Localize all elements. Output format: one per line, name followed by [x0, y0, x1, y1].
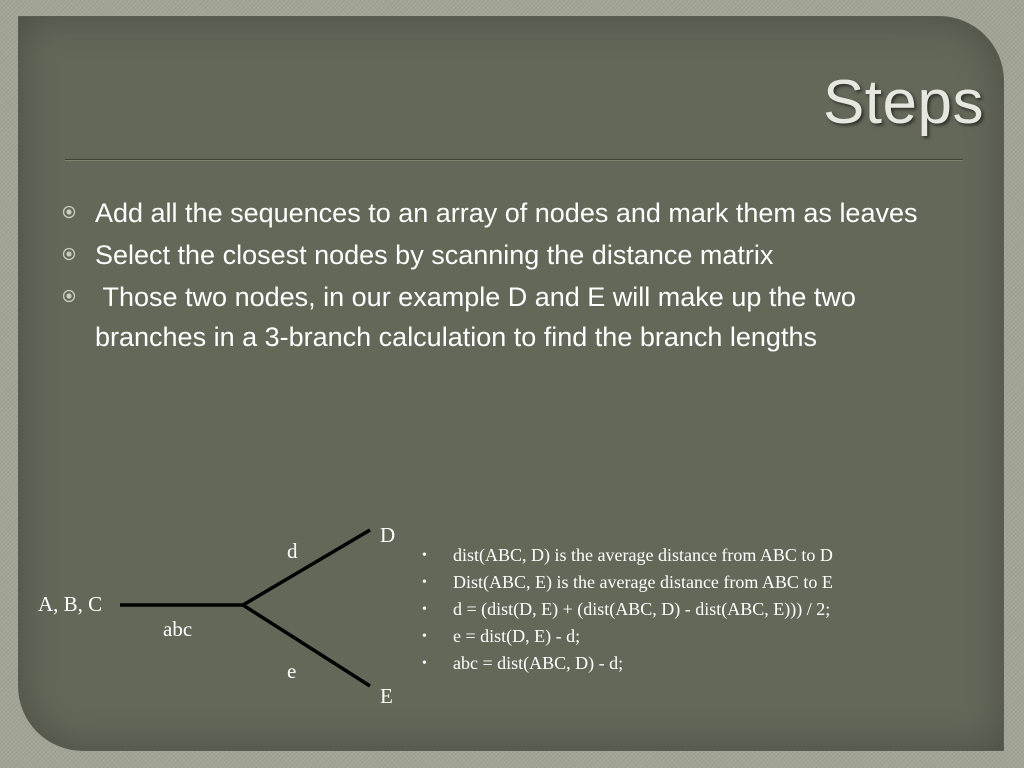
formula-item: [422, 569, 833, 596]
bullet-text: Add all the sequences to an array of nodes and mark them as leaves: [95, 198, 918, 228]
formula-item: [422, 542, 833, 569]
bullet-text: Select the closest nodes by scanning the distance matrix: [95, 240, 774, 270]
bullet-text: Those two nodes, in our example D and E will make up the two branches in a 3-branch calculation to find the branch lengths: [95, 282, 864, 352]
formula-item: [422, 650, 833, 677]
formula-text: abc = dist(ABC, D) - d;: [453, 653, 624, 673]
formula-text: dist(ABC, D) is the average distance from ABC to D: [453, 545, 833, 565]
leaf-label-d: D: [380, 523, 396, 547]
tree-branch-d: [243, 530, 370, 605]
bullet-dot-icon: •: [422, 548, 427, 563]
formula-text: Dist(ABC, E) is the average distance from ABC to E: [453, 572, 833, 592]
formula-list: [422, 542, 833, 677]
formula-text: e = dist(D, E) - d;: [453, 626, 581, 646]
bullet-dot-icon: •: [422, 656, 427, 671]
leaf-label-abc: A, B, C: [38, 592, 103, 616]
bullet-dot-icon: •: [422, 575, 427, 590]
tree-branch-e: [243, 605, 370, 686]
slide-title: Steps: [822, 68, 984, 137]
leaf-label-e: E: [380, 684, 393, 708]
formula-text: d = (dist(D, E) + (dist(ABC, D) - dist(ABC, E))) / 2;: [453, 599, 831, 619]
bullet-dot-icon: •: [422, 629, 427, 644]
formula-item: [422, 596, 833, 623]
formula-item: [422, 623, 833, 650]
branch-label-d: d: [287, 539, 298, 563]
branch-label-abc: abc: [163, 617, 193, 641]
bullet-dot-icon: •: [422, 602, 427, 617]
branch-label-e: e: [287, 659, 297, 683]
